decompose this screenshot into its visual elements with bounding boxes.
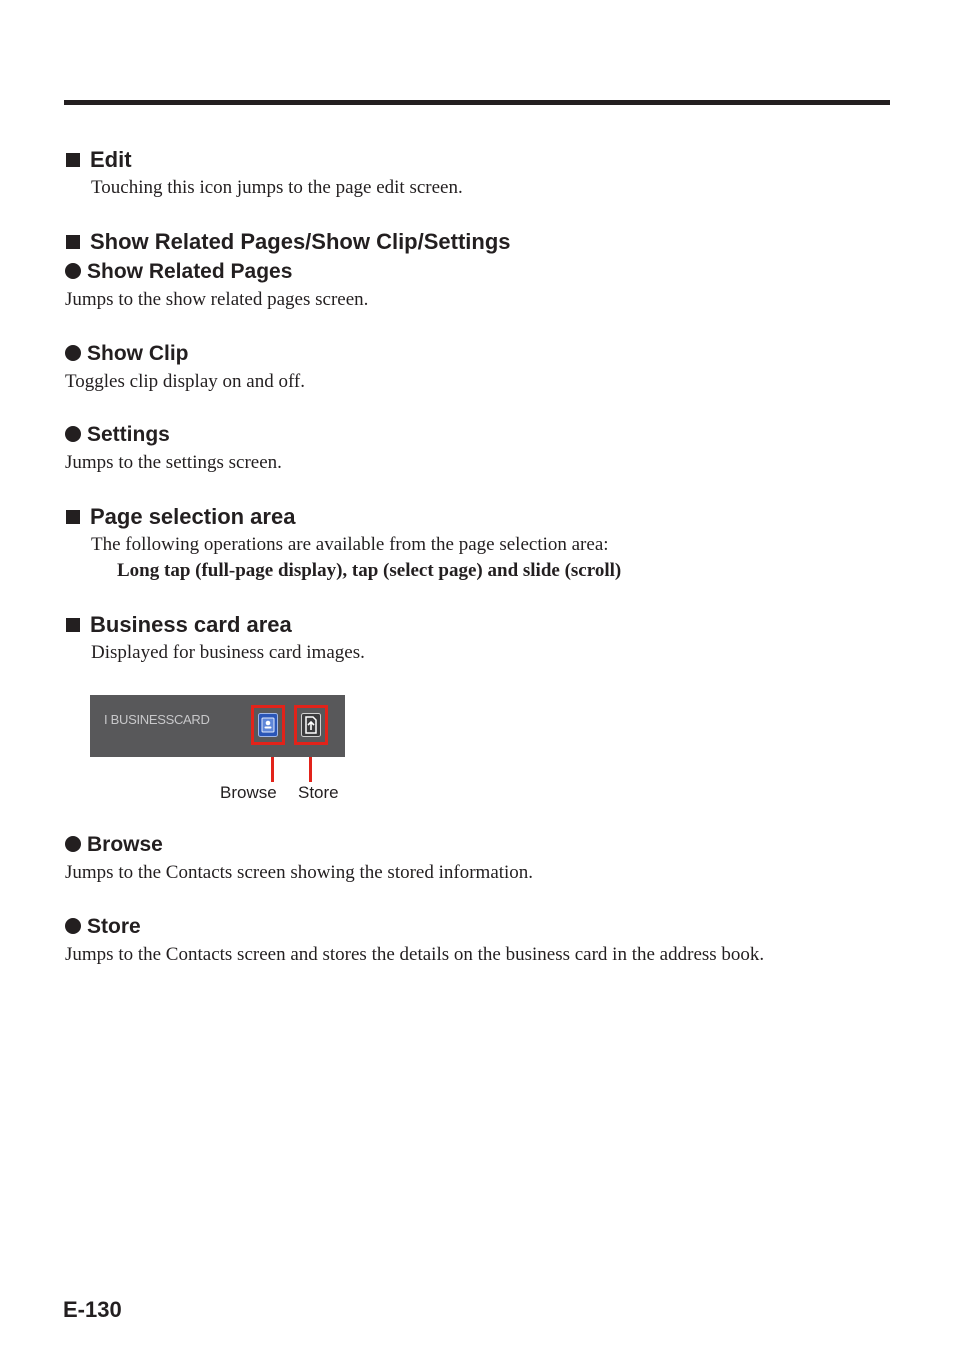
round-bullet-icon [65,918,81,934]
settings-description: Jumps to the settings screen. [65,452,282,473]
store-description: Jumps to the Contacts screen and stores the details on the business card in the address book. [65,944,765,965]
round-bullet-icon [65,263,81,279]
round-bullet-icon [65,836,81,852]
store-leader-line [309,757,312,782]
show-clip-description: Toggles clip display on and off. [65,371,306,392]
edit-heading: Edit [66,147,132,173]
round-bullet-icon [65,426,81,442]
browse-contacts-icon[interactable] [258,713,278,737]
browse-description: Jumps to the Contacts screen showing the stored information. [65,862,534,883]
business-card-bar-label: I BUSINESSCARD [104,712,210,727]
square-bullet-icon [66,618,80,632]
browse-caption: Browse [220,783,277,802]
store-highlight [294,705,328,745]
store-card-icon[interactable] [301,713,321,737]
related-heading: Show Related Pages/Show Clip/Settings [66,229,511,255]
show-related-pages-description: Jumps to the show related pages screen. [65,289,369,310]
browse-heading: Browse [65,832,163,858]
page-selection-operations: Long tap (full-page display), tap (select page) and slide (scroll) [117,560,622,581]
show-related-pages-heading: Show Related Pages [65,259,292,285]
square-bullet-icon [66,153,80,167]
business-card-bar [90,695,345,757]
page-selection-description: The following operations are available from the page selection area: [91,534,609,555]
business-card-description: Displayed for business card images. [91,642,365,663]
store-heading: Store [65,914,141,940]
settings-heading: Settings [65,422,170,448]
edit-description: Touching this icon jumps to the page edit screen. [91,177,463,198]
show-clip-heading: Show Clip [65,341,189,367]
store-caption: Store [298,783,339,802]
square-bullet-icon [66,235,80,249]
square-bullet-icon [66,510,80,524]
header-rule [64,100,890,105]
browse-highlight [251,705,285,745]
business-card-heading: Business card area [66,612,292,638]
page-selection-heading: Page selection area [66,504,295,530]
page-number: E-130 [63,1297,122,1322]
round-bullet-icon [65,345,81,361]
browse-leader-line [271,757,274,782]
